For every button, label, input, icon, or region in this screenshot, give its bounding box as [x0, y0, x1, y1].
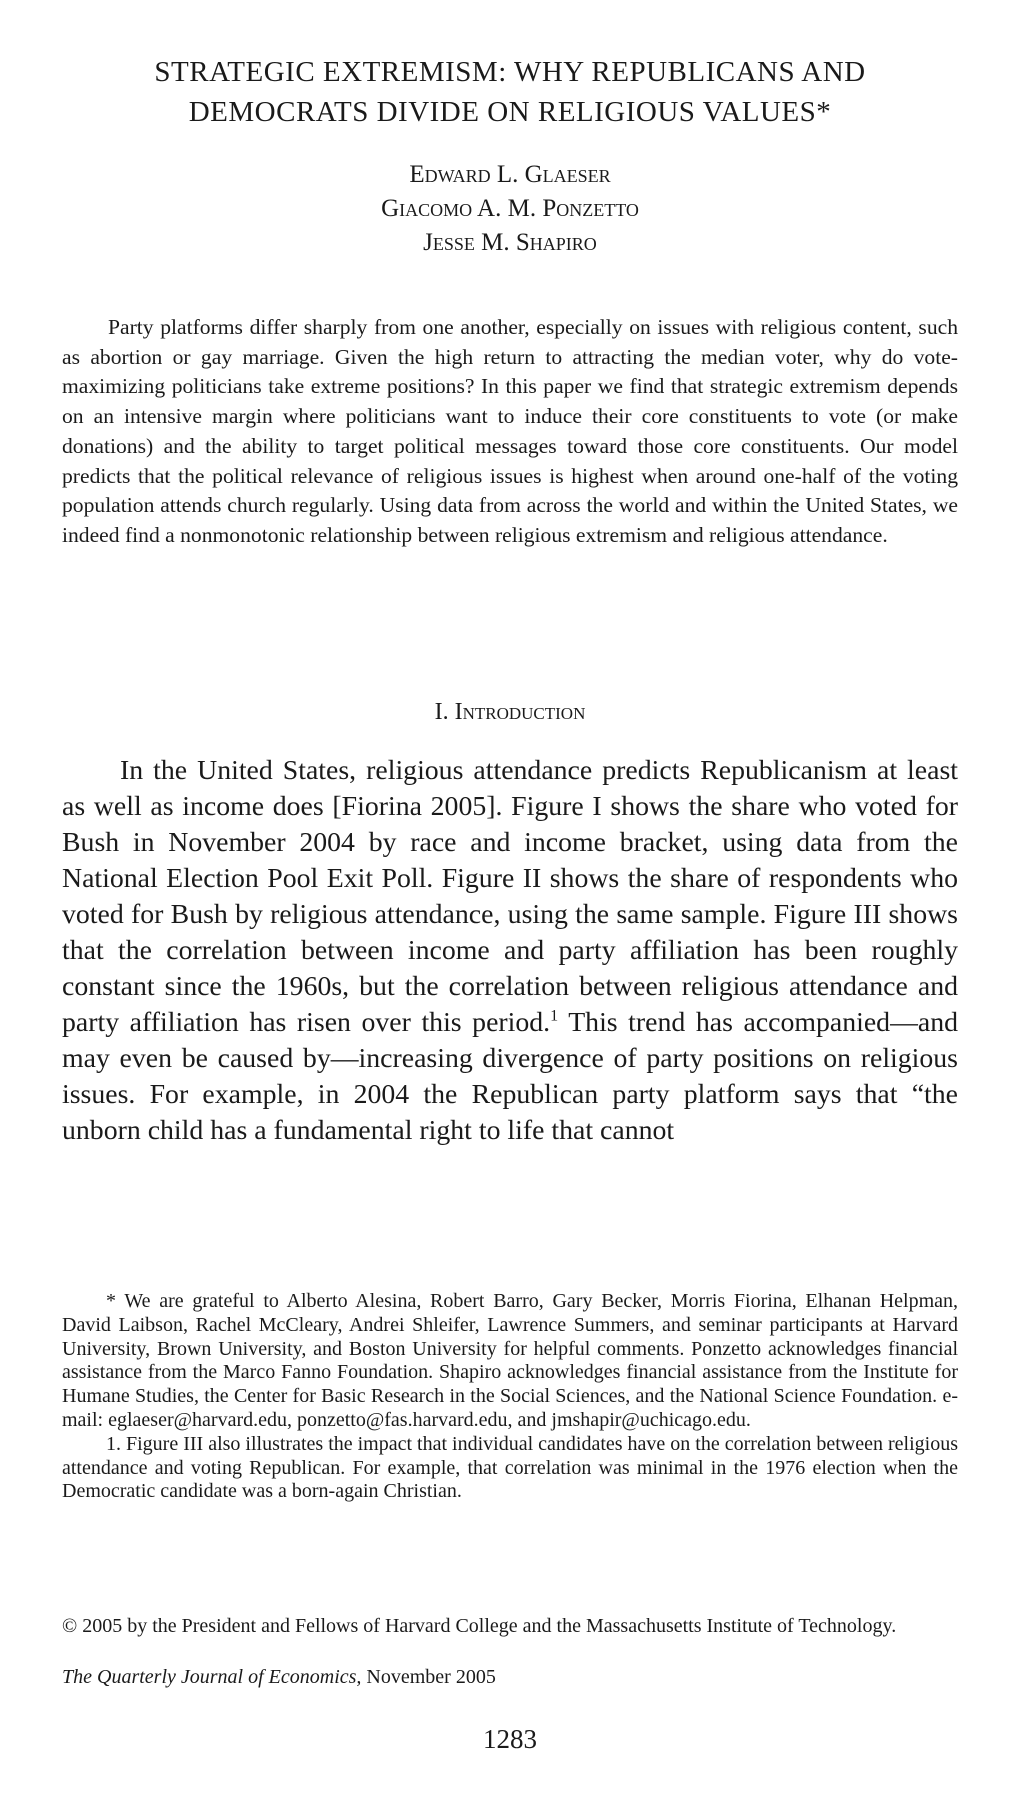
paper-title — [62, 52, 958, 132]
author: Jesse M. Shapiro — [423, 229, 597, 256]
author-list — [62, 158, 958, 260]
title-line-2: DEMOCRATS DIVIDE ON RELIGIOUS VALUES* — [188, 96, 832, 128]
footnote-reference[interactable]: 1 — [550, 1007, 559, 1025]
journal-date: November 2005 — [361, 1666, 496, 1688]
footnote-acknowledgments: * We are grateful to Alberto Alesina, Robert Barro, Gary Becker, Morris Fiorina, Elhanan Helpman, David Laibson, Rachel McCleary, Andrei Shleifer, Lawrence Summers, and seminar participants at Harvard University, Brown University, and Boston University for helpful comments. Ponzetto acknowledges financial assistance from the Marco Fanno Foundation. Shapiro acknowledges financial assistance from the Institute for Humane Studies, the Center for Basic Research in the Social Sciences, and the National Science Foundation. e-mail: eglaeser@harvard.edu, ponzetto@fas.harvard.edu, and jmshapir@uchicago.edu. — [62, 1290, 958, 1431]
journal-citation — [62, 1664, 496, 1690]
page-number: 1283 — [483, 1724, 537, 1754]
author: Edward L. Glaeser — [409, 161, 611, 188]
footnote-1: 1. Figure III also illustrates the impact that individual candidates have on the correlation between religious attendance and voting Republican. For example, that correlation was minimal in the 1976 election when the Democratic candidate was a born-again Christian. — [62, 1432, 958, 1503]
journal-name: The Quarterly Journal of Economics, — [62, 1666, 362, 1688]
title-line-1: STRATEGIC EXTREMISM: WHY REPUBLICANS AND — [154, 56, 866, 88]
footnotes — [62, 1290, 958, 1504]
section-heading: I. Introduction — [434, 699, 586, 725]
abstract: Party platforms differ sharply from one another, especially on issues with religious content, such as abortion or gay marriage. Given the high return to attracting the median voter, why do vote-maximizing politicians take extreme positions? In this paper we find that strategic extremism depends on an intensive margin where politicians want to induce their core constituents to vote (or make donations) and the ability to target political messages toward those core constituents. Our model predicts that the political relevance of religious issues is highest when around one-half of the voting population attends church regularly. Using data from across the world and within the United States, we indeed find a nonmonotonic relationship between religious extremism and religious attendance. — [62, 315, 958, 547]
body-text-part-1: In the United States, religious attendance predicts Republicanism at least as well as income does [Fiorina 2005]. Figure I shows the share who voted for Bush in November 2004 by race and income bracket, using data from the National Election Pool Exit Poll. Figure II shows the share of respondents who voted for Bush by religious attendance, using the same sample. Figure III shows that the correlation between income and party affiliation has been roughly constant since the 1960s, but the correlation between religious attendance and party affiliation has risen over this period. — [62, 755, 958, 1038]
author: Giacomo A. M. Ponzetto — [381, 195, 639, 222]
copyright-notice: © 2005 by the President and Fellows of Harvard College and the Massachusetts Institute of Technology. — [62, 1615, 897, 1637]
body-text-part-2: This trend has accompanied—and may even be caused by—increasing divergence of party positions on religious issues. For example, in 2004 the Republican party platform says that “the unborn child has a fundamental right to life that cannot — [62, 1007, 958, 1146]
body-paragraph — [62, 753, 958, 1149]
